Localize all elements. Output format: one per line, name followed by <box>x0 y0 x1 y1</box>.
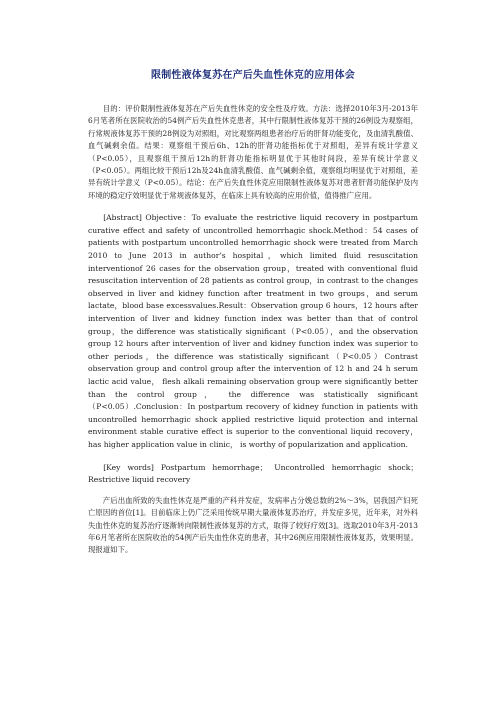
keywords: [Key words] Postpartum hemorrhage； Uncontrolled hemorrhagic shock；Restrictive liquid recovery <box>88 462 418 485</box>
paper-page <box>88 66 418 557</box>
introduction-paragraph: 产后出血所致的失血性休克是严重的产科并发症，发病率占分娩总数的2%～3%，居我国产妇死亡原因的首位[1]。目前临床上仍广泛采用传统早期大量液体复苏治疗，并发症多见，近年来，对外科失血性休克的复苏治疗逐渐转向限制性液体复苏的方式，取得了较好疗效[3]。选取2010年3月-2013年6月笔者所在医院收治的54例产后失血性休克的患者，其中26例应用限制性液体复苏，效果明显。现报道如下。 <box>88 495 418 555</box>
paper-title: 限制性液体复苏在产后失血性休克的应用体会 <box>151 70 355 81</box>
chinese-abstract: 目的：评价限制性液体复苏在产后失血性休克的安全性及疗效。方法：选择2010年3月-2013年6月笔者所在医院收治的54例产后失血性休克患者，其中行限制性液体复苏干预的26例设为观察组，行常规液体复苏干预的28例设为对照组，对比观察两组患者治疗后的肝肾功能变化，及血清乳酸值、血气碱剩余值。结果：观察组干预后6h、12h的肝肾功能指标优于对照组，差异有统计学意义（P<0.05），且观察组干预后12h的肝肾功能指标明显优于其他时间段，差异有统计学意义（P<0.05）。两组比较干预后12h及24h血清乳酸值、血气碱剩余值，观察组均明显优于对照组，差异有统计学意义（P<0.05）。结论：在产后失血性休克应用限制性液体复苏对患者肝肾功能保护及内环境的稳定疗效明显优于常规液体复苏，在临床上具有较高的应用价值，值得推广应用。 <box>88 104 418 200</box>
english-abstract: [Abstract] Objective：To evaluate the restrictive liquid recovery in postpartum curative effect and safety of uncontrolled hemorrhagic shock.Method：54 cases of patients with postpartum uncontrolled hemorrhagic shock were treated from March 2010 to June 2013 in author’s hospital，which limited fluid resuscitation interventionof 26 cases for the observation group，treated with conventional fluid resuscitation intervention of 28 patients as control group，in contrast to the changes observed in liver and kidney function after treatment in two groups，and serum lactate，blood base excessvalues.Result：Observation group 6 hours，12 hours after intervention of liver and kidney function index was better than that of control group，the difference was statistically significant（P<0.05），and the observation group 12 hours after intervention of liver and kidney function index was superior to other periods，the difference was statistically significant（P<0.05）Contrast observation group and control group after the intervention of 12 h and 24 h serum lactic acid value， flesh alkali remaining observation group were significantly better than the control group， the difference was statistically significant（P<0.05）.Conclusion：In postpartum recovery of kidney function in patients with uncontrolled hemorrhagic shock applied restrictive liquid protection and internal environment stable curative effect is superior to the conventional liquid recovery， has higher application value in clinic， is worthy of popularization and application. <box>88 213 418 449</box>
